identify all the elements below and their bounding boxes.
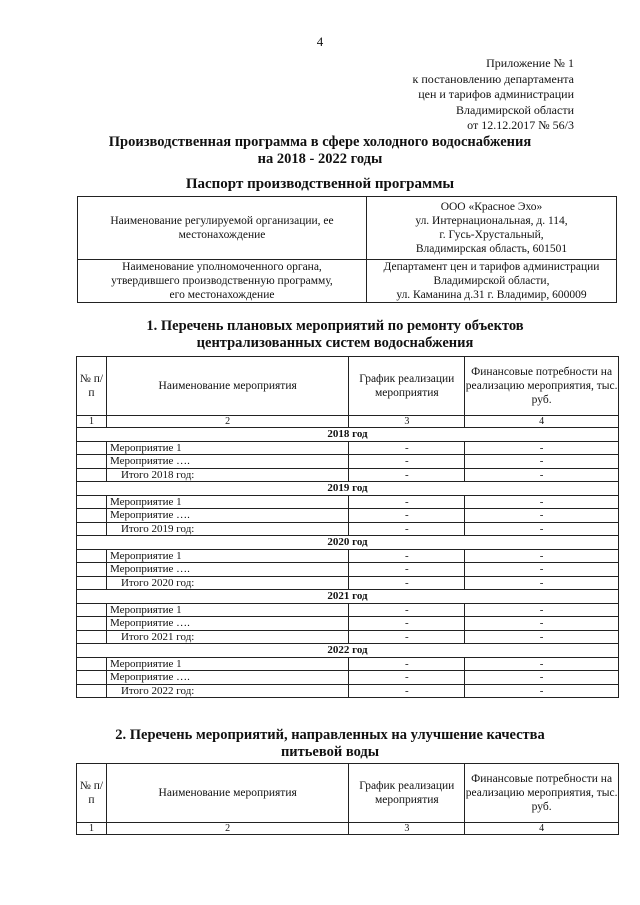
total-row [77, 576, 619, 590]
repair-measures-table [76, 356, 619, 698]
schedule-value: - [349, 671, 465, 685]
column-number: 2 [106, 823, 348, 835]
row-number [77, 563, 107, 577]
passport-value-line: ул. Каманина д.31 г. Владимир, 600009 [396, 289, 587, 301]
year-label: 2022 год [77, 644, 619, 658]
total-row [77, 522, 619, 536]
column-number: 1 [77, 416, 107, 428]
appendix-line: Владимирской области [456, 102, 574, 117]
appendix-line: Приложение № 1 [486, 56, 574, 70]
measure-row [77, 495, 619, 509]
passport-title: Паспорт производственной программы [185, 176, 455, 192]
row-number [77, 603, 107, 617]
passport-value [367, 197, 617, 260]
schedule-value: - [349, 603, 465, 617]
column-number-row [77, 823, 619, 835]
year-row [77, 644, 619, 658]
measure-name: Мероприятие …. [106, 455, 348, 469]
section2-title-line: питьевой воды [280, 744, 380, 760]
finance-value: - [465, 630, 619, 644]
year-total-label: Итого 2020 год: [106, 576, 348, 590]
appendix-note [413, 56, 574, 134]
measure-row [77, 617, 619, 631]
row-number [77, 441, 107, 455]
finance-value: - [465, 455, 619, 469]
program-title-line: на 2018 - 2022 годы [257, 151, 383, 167]
finance-value: - [465, 522, 619, 536]
appendix-line: от 12.12.2017 № 56/3 [467, 118, 574, 132]
year-row [77, 428, 619, 442]
column-number: 1 [77, 823, 107, 835]
schedule-value: - [349, 549, 465, 563]
passport-value-line: Владимирская область, 601501 [415, 243, 568, 255]
schedule-value: - [349, 468, 465, 482]
row-number [77, 617, 107, 631]
measure-row [77, 455, 619, 469]
measure-name: Мероприятие 1 [106, 495, 348, 509]
year-total-label: Итого 2021 год: [106, 630, 348, 644]
appendix-line: цен и тарифов администрации [418, 87, 574, 101]
column-number: 3 [349, 823, 465, 835]
measure-name: Мероприятие …. [106, 563, 348, 577]
finance-value: - [465, 549, 619, 563]
year-row [77, 590, 619, 604]
schedule-value: - [349, 522, 465, 536]
finance-value: - [465, 617, 619, 631]
passport-value-line: г. Гусь-Хрустальный, [439, 229, 544, 241]
header-num: № п/п [77, 357, 107, 416]
row-number [77, 684, 107, 698]
total-row [77, 468, 619, 482]
year-total-label: Итого 2022 год: [106, 684, 348, 698]
year-row [77, 536, 619, 550]
header-schedule: График реализации мероприятия [349, 357, 465, 416]
passport-row [78, 197, 617, 260]
program-title [0, 134, 640, 168]
measure-row [77, 509, 619, 523]
total-row [77, 630, 619, 644]
passport-label: Наименование регулируемой организации, ее местонахождение [78, 197, 367, 260]
finance-value: - [465, 603, 619, 617]
finance-value: - [465, 576, 619, 590]
column-number: 4 [465, 416, 619, 428]
passport-label-line: его местонахождение [169, 289, 275, 301]
finance-value: - [465, 468, 619, 482]
schedule-value: - [349, 441, 465, 455]
section1-title [30, 318, 640, 352]
schedule-value: - [349, 455, 465, 469]
measure-name: Мероприятие …. [106, 509, 348, 523]
measure-name: Мероприятие 1 [106, 603, 348, 617]
schedule-value: - [349, 495, 465, 509]
finance-value: - [465, 563, 619, 577]
header-name: Наименование мероприятия [106, 357, 348, 416]
year-label: 2020 год [77, 536, 619, 550]
row-number [77, 468, 107, 482]
finance-value: - [465, 657, 619, 671]
total-row [77, 684, 619, 698]
passport-value-line: Владимирской области, [433, 275, 550, 287]
measure-row [77, 603, 619, 617]
passport-value-line: Департамент цен и тарифов администрации [383, 261, 600, 273]
column-number: 4 [465, 823, 619, 835]
measure-row [77, 441, 619, 455]
header-schedule: График реализации мероприятия [349, 764, 465, 823]
passport-value [367, 260, 617, 303]
measure-row [77, 657, 619, 671]
finance-value: - [465, 495, 619, 509]
year-label: 2019 год [77, 482, 619, 496]
passport-label-line: Наименование уполномоченного органа, [122, 261, 322, 273]
page-number: 4 [316, 34, 324, 49]
passport-label [78, 260, 367, 303]
row-number [77, 509, 107, 523]
measure-row [77, 671, 619, 685]
measure-name: Мероприятие …. [106, 671, 348, 685]
row-number [77, 495, 107, 509]
measure-name: Мероприятие 1 [106, 441, 348, 455]
schedule-value: - [349, 684, 465, 698]
row-number [77, 657, 107, 671]
finance-value: - [465, 671, 619, 685]
measure-name: Мероприятие 1 [106, 657, 348, 671]
schedule-value: - [349, 617, 465, 631]
year-total-label: Итого 2019 год: [106, 522, 348, 536]
measure-name: Мероприятие 1 [106, 549, 348, 563]
schedule-value: - [349, 630, 465, 644]
schedule-value: - [349, 576, 465, 590]
program-title-line: Производственная программа в сфере холодного водоснабжения [108, 134, 532, 150]
section1-title-line: централизованных систем водоснабжения [196, 335, 474, 351]
year-label: 2021 год [77, 590, 619, 604]
schedule-value: - [349, 657, 465, 671]
appendix-line: к постановлению департамента [412, 71, 574, 86]
passport-row [78, 260, 617, 303]
row-number [77, 522, 107, 536]
passport-table [77, 196, 617, 303]
year-label: 2018 год [77, 428, 619, 442]
row-number [77, 455, 107, 469]
header-finance: Финансовые потребности на реализацию мероприятия, тыс. руб. [465, 764, 619, 823]
measure-row [77, 563, 619, 577]
column-number-row [77, 416, 619, 428]
table-header-row [77, 357, 619, 416]
finance-value: - [465, 441, 619, 455]
passport-value-line: ООО «Красное Эхо» [440, 201, 543, 213]
row-number [77, 630, 107, 644]
schedule-value: - [349, 563, 465, 577]
table-header-row [77, 764, 619, 823]
measure-name: Мероприятие …. [106, 617, 348, 631]
column-number: 2 [106, 416, 348, 428]
measure-row [77, 549, 619, 563]
row-number [77, 576, 107, 590]
header-num: № п/п [77, 764, 107, 823]
passport-value-line: ул. Интернациональная, д. 114, [415, 215, 568, 227]
finance-value: - [465, 684, 619, 698]
year-total-label: Итого 2018 год: [106, 468, 348, 482]
header-name: Наименование мероприятия [106, 764, 348, 823]
header-finance: Финансовые потребности на реализацию мероприятия, тыс. руб. [465, 357, 619, 416]
finance-value: - [465, 509, 619, 523]
row-number [77, 549, 107, 563]
schedule-value: - [349, 509, 465, 523]
row-number [77, 671, 107, 685]
column-number: 3 [349, 416, 465, 428]
section1-title-line: 1. Перечень плановых мероприятий по ремонту объектов [146, 318, 524, 334]
passport-label-line: утвердившего производственную программу, [111, 275, 333, 287]
water-quality-measures-table [76, 763, 619, 835]
section2-title [20, 727, 640, 761]
year-row [77, 482, 619, 496]
section2-title-line: 2. Перечень мероприятий, направленных на улучшение качества [115, 727, 545, 743]
